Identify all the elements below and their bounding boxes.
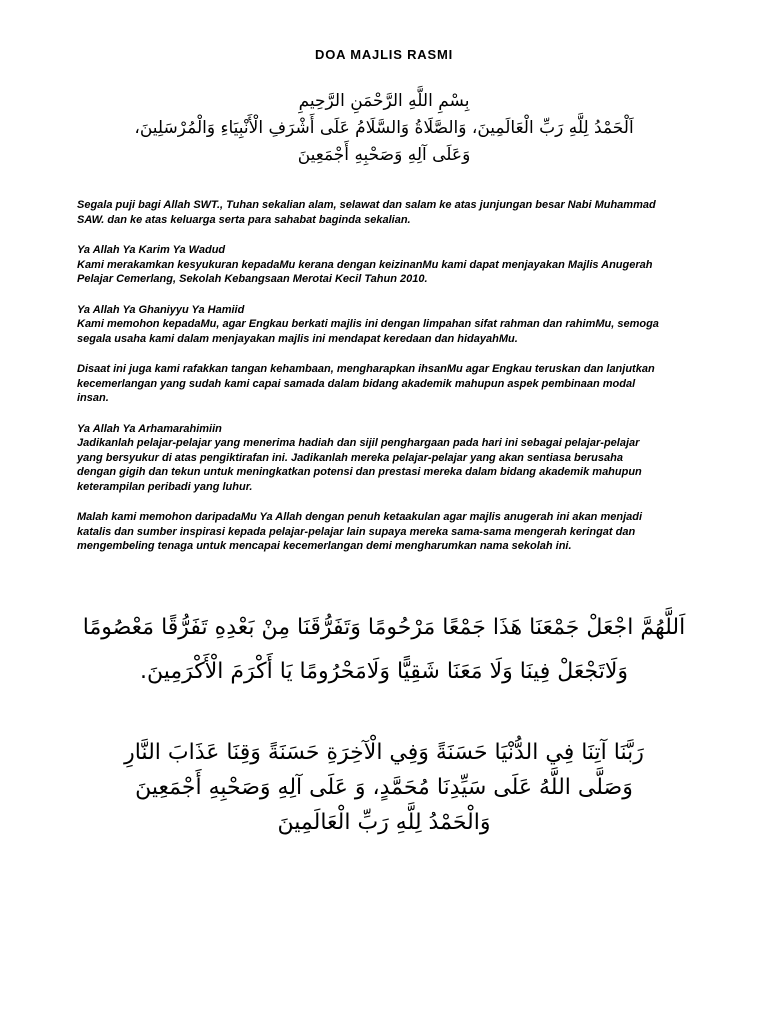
paragraph (77, 303, 695, 347)
arabic-closing (40, 735, 728, 840)
document-title: DOA MAJLIS RASMI (315, 47, 453, 62)
arabic-closing-line: وَالْحَمْدُ لِلَّهِ رَبِّ الْعَالَمِينَ (277, 810, 491, 835)
arabic-opening (80, 88, 688, 169)
arabic-doa-line: اَللَّهُمَّ اجْعَلْ جَمْعَنَا هَذَا جَمْعًا مَرْحُومًا وَتَفَرُّقَنَا مِنْ بَعْدِهِ تَفَرُّقًا مَعْصُومًا (82, 615, 686, 640)
paragraph-heading: Ya Allah Ya Karim Ya Wadud (77, 244, 226, 256)
paragraph-heading: Ya Allah Ya Arhamarahimiin (77, 422, 222, 435)
paragraph (77, 362, 695, 406)
doa-body (77, 198, 695, 570)
text-line: Kami memohon kepadaMu, agar Engkau berkati majlis ini dengan limpahan sifat rahman dan rahimMu, semoga (77, 318, 659, 330)
text-line: insan. (77, 392, 109, 404)
text-line: katalis dan sumber inspirasi kepada pelajar-pelajar lain supaya mereka sama-sama mengerah keringat dan (77, 525, 636, 538)
text-line: yang bersyukur di atas pengiktirafan ini. Jadikanlah mereka pelajar-pelajar yang akan sentiasa berusaha (77, 451, 623, 464)
text-line: Jadikanlah pelajar-pelajar yang menerima hadiah dan sijil penghargaan pada hari ini sebagai pelajar-pelajar (77, 437, 640, 449)
text-line: Kami merakamkan kesyukuran kepadaMu kerana dengan keizinanMu kami dapat menjayakan Majlis Anugerah (77, 258, 653, 271)
arabic-closing-line: رَبَّنَا آتِنَا فِي الدُّنْيَا حَسَنَةً وَفِي الْآخِرَةِ حَسَنَةً وَقِنَا عَذَابَ النَّارِ (124, 740, 644, 765)
text-line: Disaat ini juga kami rafakkan tangan kehambaan, mengharapkan ihsanMu agar Engkau teruskan dan lanjutkan (77, 363, 655, 375)
paragraph (77, 510, 695, 554)
paragraph-heading: Ya Allah Ya Ghaniyyu Ya Hamiid (77, 303, 245, 316)
text-line: segala usaha kami dalam menjayakan majlis ini mendapat keredaan dan hidayahMu. (77, 332, 518, 345)
arabic-closing-line: وَصَلَّى اللَّهُ عَلَى سَيِّدِنَا مُحَمَّدٍ، وَ عَلَى آلِهِ وَصَحْبِهِ أَجْمَعِينَ (135, 775, 633, 800)
text-line: keterampilan peribadi yang luhur. (77, 480, 253, 493)
text-line: SAW. dan ke atas keluarga serta para sahabat baginda sekalian. (77, 213, 411, 226)
text-line: Pelajar Cemerlang, Sekolah Kebangsaan Merotai Kecil Tahun 2010. (77, 273, 428, 285)
text-line: Segala puji bagi Allah SWT., Tuhan sekalian alam, selawat dan salam ke atas junjungan besar Nabi Muhammad (77, 199, 656, 211)
arabic-doa-line: وَلَاتَجْعَلْ فِينَا وَلَا مَعَنَا شَقِيًّا وَلَامَحْرُومًا يَا أَكْرَمَ الْأَكْرَمِينَ. (139, 659, 629, 684)
text-line: dengan gigih dan tekun untuk meningkatkan potensi dan prestasi mereka dalam bidang akademik mahupun (77, 466, 642, 478)
arabic-opening-line: بِسْمِ اللَّهِ الرَّحْمَنِ الرَّحِيمِ (298, 91, 470, 111)
arabic-doa (60, 606, 708, 694)
text-line: kecemerlangan yang sudah kami capai samada dalam bidang akademik mahupun aspek pembinaan modal (77, 377, 636, 390)
paragraph (77, 422, 695, 495)
arabic-opening-line: وَعَلَى آلِهِ وَصَحْبِهِ أَجْمَعِينَ (297, 145, 471, 165)
paragraph (77, 243, 695, 287)
arabic-opening-line: اَلْحَمْدُ لِلَّهِ رَبِّ الْعَالَمِينَ، وَالصَّلَاةُ وَالسَّلَامُ عَلَى أَشْرَفِ الْأَنْبِيَاءِ وَالْمُرْسَلِينَ، (134, 118, 634, 138)
paragraph (77, 198, 695, 227)
text-line: mengembeling tenaga untuk mencapai kecemerlangan demi mengharumkan nama sekolah ini. (77, 540, 572, 552)
text-line: Malah kami memohon daripadaMu Ya Allah dengan penuh ketaakulan agar majlis anugerah ini akan menjadi (77, 511, 643, 523)
